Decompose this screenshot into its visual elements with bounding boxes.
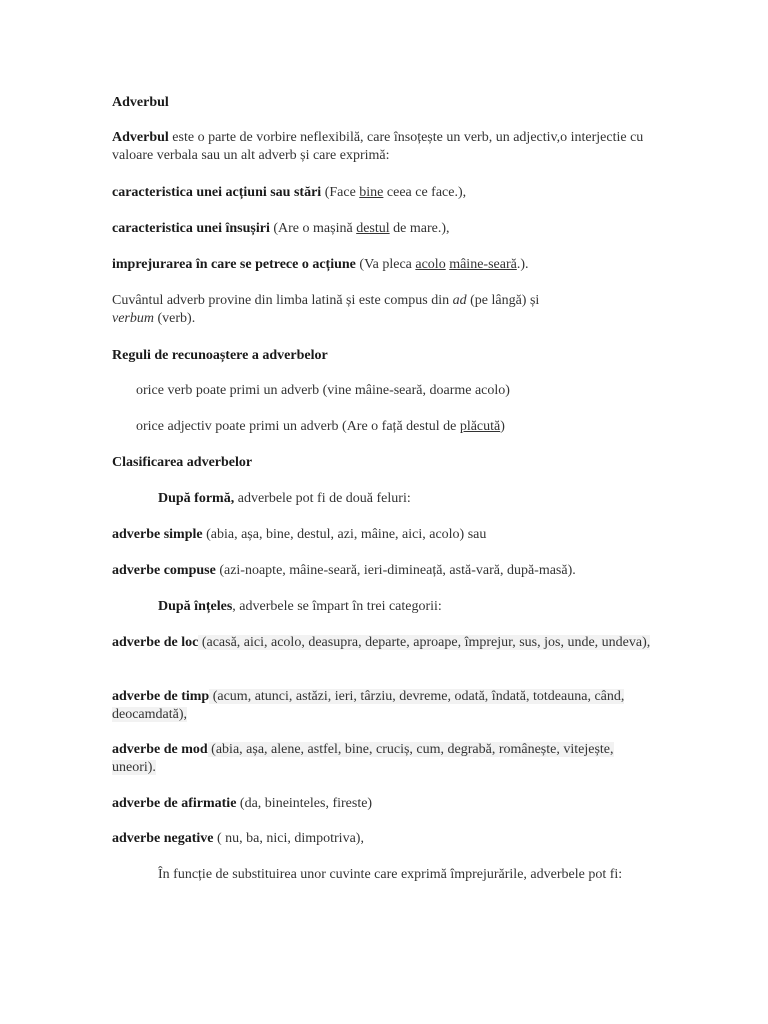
by-form-line: După formă, adverbele pot fi de două feluri: (158, 491, 411, 506)
substitution-paragraph: În funcție de substituirea unor cuvinte care exprimă împrejurările, adverbele pot fi: (158, 867, 623, 882)
document-title: Adverbul (112, 95, 169, 110)
expresses-item-circumstance: imprejurarea în care se petrece o acțiune (Va pleca acolo mâine-seară.). (112, 257, 529, 272)
definition-term: Adverbul (112, 130, 169, 145)
by-meaning-line: După înțeles, adverbele se împart în trei categorii: (158, 599, 442, 614)
time-adverbs-paragraph: adverbe de timp (acum, atunci, astăzi, ieri, târziu, devreme, odată, îndată, totdeauna, când, deocamdată), (112, 689, 625, 722)
compound-adverbs-line: adverbe compuse (azi-noapte, mâine-seară, ieri-dimineață, astă-vară, după-masă). (112, 563, 576, 578)
place-adverbs-paragraph: adverbe de loc (acasă, aici, acolo, deasupra, departe, aproape, împrejur, sus, jos, unde, undeva), (112, 635, 651, 650)
affirmative-adverbs-line: adverbe de afirmatie (da, bineinteles, fireste) (112, 796, 373, 811)
definition-text: este o parte de vorbire neflexibilă, care însoțește un verb, un adjectiv,o interjectie cu valoare verbala sau un alt adverb și care exprimă: (112, 130, 644, 163)
rule-item-verb: orice verb poate primi un adverb (vine mâine-seară, doarme acolo) (136, 383, 510, 398)
mode-adverbs-paragraph: adverbe de mod (abia, așa, alene, astfel, bine, cruciș, cum, degrabă, românește, vitejește, uneori). (112, 742, 614, 775)
expresses-item-quality: caracteristica unei însușiri (Are o mașină destul de mare.), (112, 221, 450, 236)
simple-adverbs-line: adverbe simple (abia, așa, bine, destul, azi, mâine, aici, acolo) sau (112, 527, 487, 542)
etymology-paragraph: Cuvântul adverb provine din limba latină și este compus din ad (pe lângă) și verbum (verb). (112, 293, 540, 326)
negative-adverbs-line: adverbe negative ( nu, ba, nici, dimpotriva), (112, 831, 364, 846)
classification-heading: Clasificarea adverbelor (112, 455, 253, 470)
rule-item-adjective: orice adjectiv poate primi un adverb (Are o față destul de plăcută) (136, 419, 505, 434)
rules-heading: Reguli de recunoaștere a adverbelor (112, 348, 328, 363)
expresses-item-action: caracteristica unei acțiuni sau stări (Face bine ceea ce face.), (112, 185, 467, 200)
definition-paragraph (112, 129, 657, 165)
